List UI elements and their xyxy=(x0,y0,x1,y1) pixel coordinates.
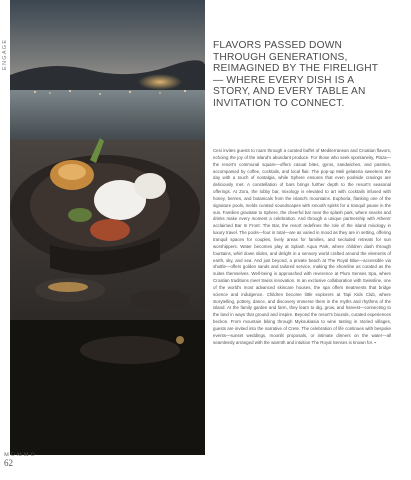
food-photo xyxy=(10,0,205,455)
page-footer xyxy=(4,452,44,468)
page-number: 62 xyxy=(4,458,13,468)
magazine-name: MUMMO xyxy=(4,452,37,458)
body-text: Cesi invites guests to roam through a curated buffet of Mediterranean and Croatian flavors, echoing the joy of the island's abundant produce. For those who seek spontaneity, Plaza—the resort's communal square—offers casual bites, gyros, sandwiches, and pastries, accompanied by coffee, cocktails, and local flair. The pop-up Meli gelateria sweetens the day with a touch of nostalgia, while Sphere ensures that even poolside cravings are deliciously met. A constellation of bars brings further depth to the resort's seasonal offerings. At Zora, the lobby bar, mixology is elevated to art with cocktails infused with honey, berries, and botanicals from the island's mountains. Euphoria, flanking one of the signature pools, melds curated soundscapes with smooth spirits for a tranquil pause in the sun. Families gravitate to Sphere, the cheerful bar near the splash park, where snacks and drinks make every moment a celebration. And through a unique partnership with Athens' acclaimed Bar In Front: The Bar, the resort redefines the role of the island mixology in luxury travel. The pools—four in total—are as varied in mood as they are in setting, offering tranquil spaces for couples, lively areas for families, and secluded retreats for sun worshippers. Water becomes play at Splash Aqua Park, where children dash through fountains, whirl down slides, and delight in a sensory world crafted around the elements of earth, sky, and sea. And just beyond, a private beach at The Royal Blue—accessible via shuttle—offers golden sands and tailored service, making the shoreline as curated as the suites themselves. Well-being is approached with reverence at Plum Senses Spa, where Croatian traditions meet Swiss innovation. In an exclusive collaboration with Swissline, one of the world's most advanced skincare houses, the spa offers treatments that bridge science and indulgence. Children become little explorers at Tapi Kids Club, where storytelling, pottery, dance, and discovery immerse them in the myths and rhythms of the island. At the family garden and farm, they learn to dig, grow, and harvest—connecting to the land in ways that ground and inspire. Beyond the resort's bounds, curated experiences beckon. From mountain biking through Mykoukiasia to wine tasting in storied villages, guests are invited into the narrative of Crete. The celebration of life continues with bespoke events—sunset weddings, moonlit proposals, or intimate dinners on the water—all seamlessly arranged with the warmth and intuition The Royal Senses is known for. ▪ xyxy=(213,148,391,345)
section-label: ENGAGE xyxy=(2,38,8,70)
headline: FLAVORS PASSED DOWN THROUGH GENERATIONS, REIMAGINED BY THE FIRELIGHT — WHERE EVERY DISH IS A STORY, AND EVERY TABLE AN INVITATION TO CONNECT. xyxy=(213,40,379,109)
